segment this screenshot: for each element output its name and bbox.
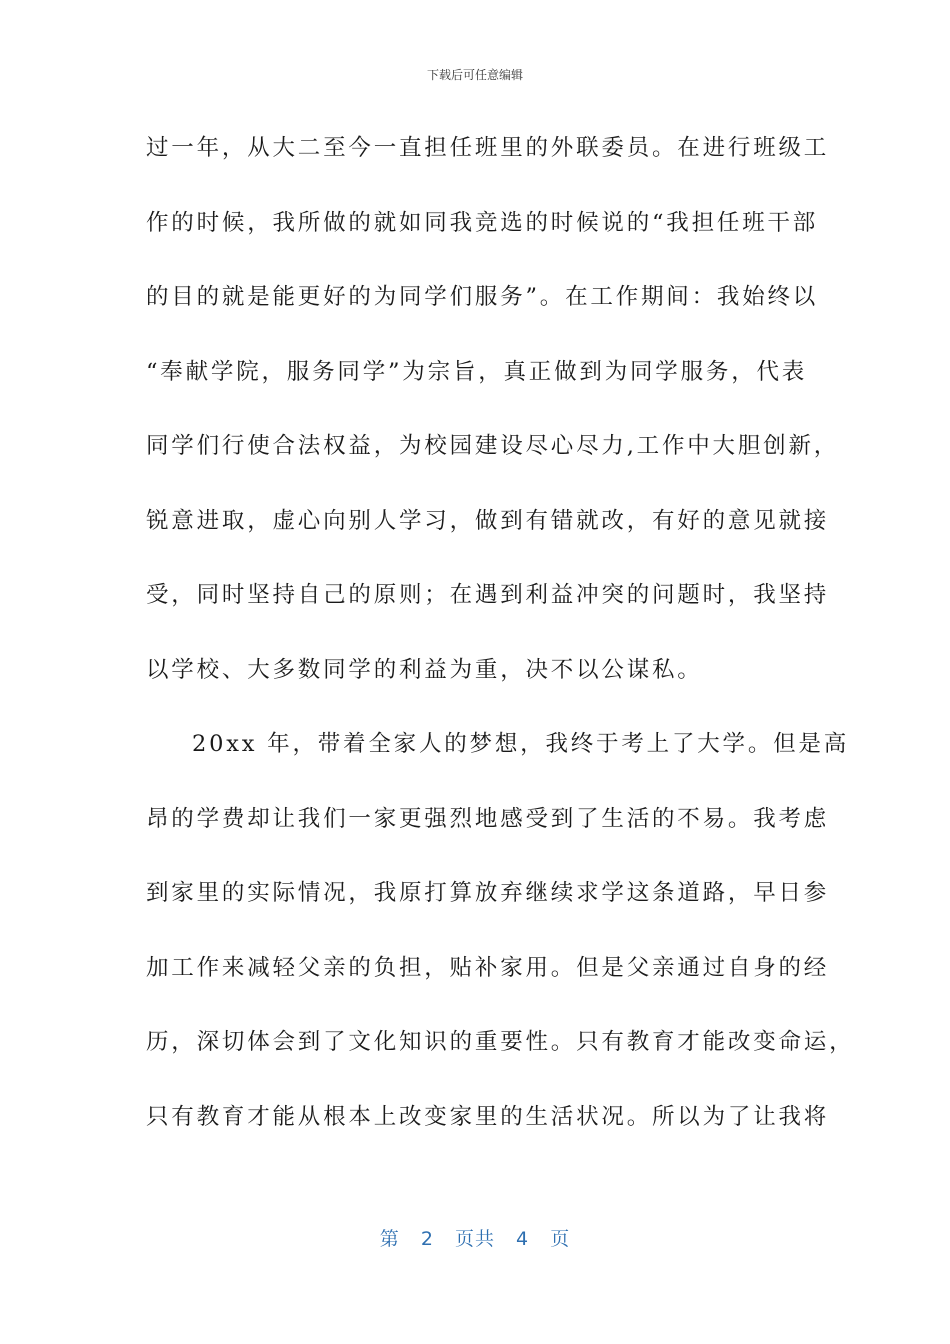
text-line: 到家里的实际情况，我原打算放弃继续求学这条道路，早日参 (146, 880, 830, 906)
footer-total-pages: 4 (516, 1228, 530, 1250)
footer-current-page: 2 (420, 1228, 434, 1250)
paragraph-start-line: 20xx 年，带着全家人的梦想，我终于考上了大学。但是高 (192, 731, 850, 757)
text-line: 同学们行使合法权益，为校园建设尽心尽力,工作中大胆创新， (146, 433, 840, 459)
text-line: 以学校、大多数同学的利益为重，决不以公谋私。 (146, 656, 703, 683)
document-body (146, 118, 855, 1161)
text-line: 的目的就是能更好的为同学们服务”。在工作期间：我始终以 (146, 284, 819, 310)
page-header (0, 66, 950, 83)
text-line: 作的时候，我所做的就如同我竞选的时候说的“我担任班干部 (146, 209, 819, 236)
page-footer (0, 1224, 950, 1251)
text-line: 只有教育才能从根本上改变家里的生活状况。所以为了让我将 (146, 1103, 830, 1130)
text-line: 昂的学费却让我们一家更强烈地感受到了生活的不易。我考虑 (146, 805, 830, 832)
footer-page-prefix: 第 (379, 1228, 400, 1250)
text-line: 过一年，从大二至今一直担任班里的外联委员。在进行班级工 (146, 135, 830, 161)
text-line: 受，同时坚持自己的原则；在遇到利益冲突的问题时，我坚持 (146, 582, 830, 608)
footer-page-suffix: 页 (550, 1228, 571, 1250)
text-line: 锐意进取，虚心向别人学习，做到有错就改，有好的意见就接 (146, 507, 830, 534)
header-text: 下载后可任意编辑 (426, 68, 523, 82)
text-line: 历，深切体会到了文化知识的重要性。只有教育才能改变命运， (146, 1029, 855, 1055)
footer-page-middle: 页共 (454, 1228, 495, 1250)
text-line: 加工作来减轻父亲的负担，贴补家用。但是父亲通过自身的经 (146, 954, 830, 981)
text-line: “奉献学院，服务同学”为宗旨，真正做到为同学服务，代表 (146, 358, 808, 385)
